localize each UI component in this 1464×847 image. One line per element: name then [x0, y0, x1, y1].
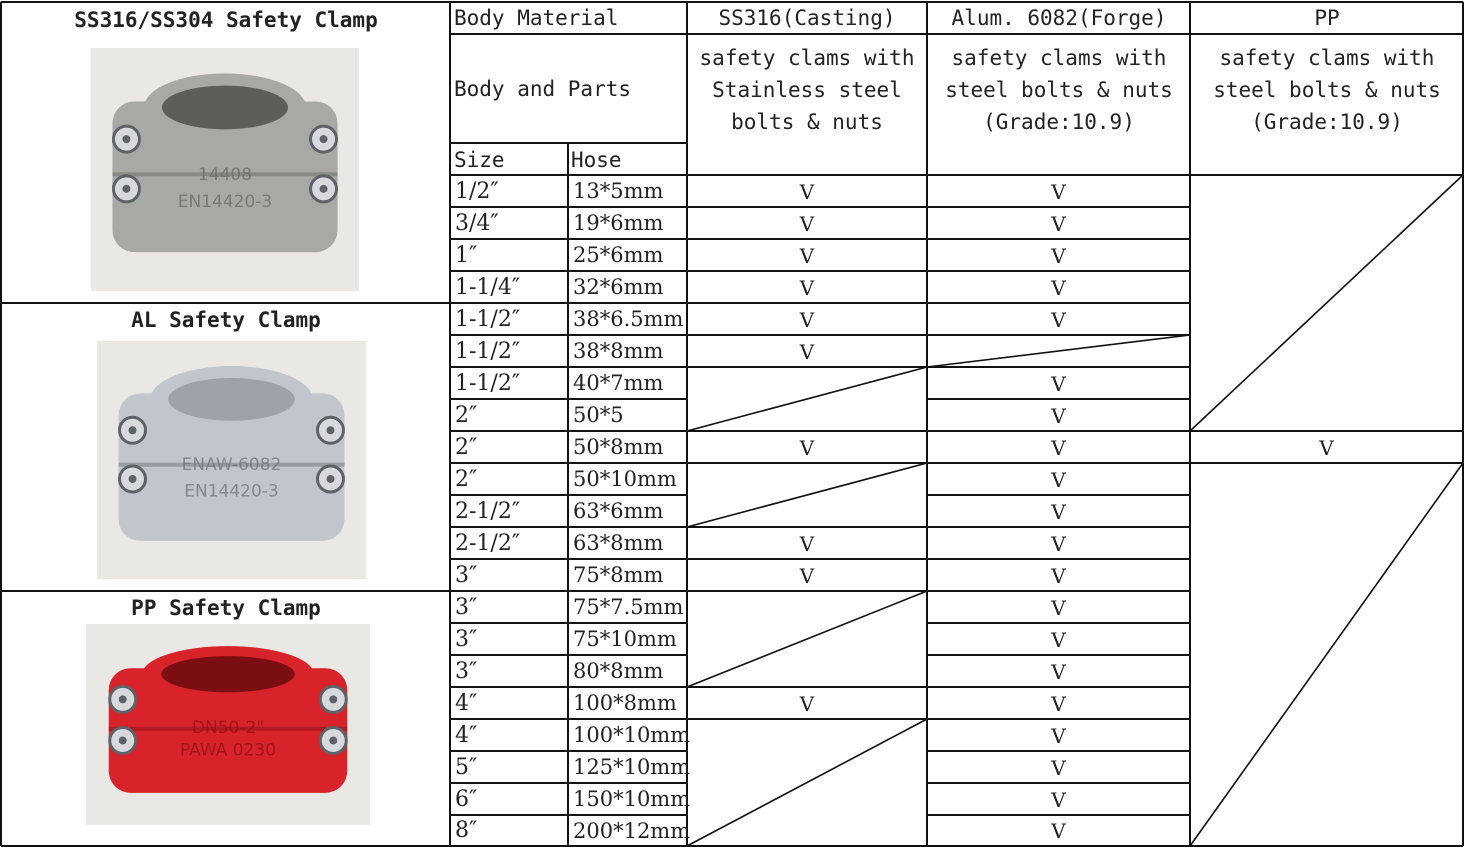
pp-mark — [1191, 656, 1462, 687]
size-cell: 3″ — [455, 594, 478, 620]
al-clamp-title: AL Safety Clamp — [131, 307, 321, 332]
ss316-mark — [688, 496, 926, 527]
size-cell: 1-1/2″ — [455, 370, 521, 396]
photo-stamp: EN14420-3 — [177, 191, 273, 212]
pp-mark: V — [1319, 435, 1334, 460]
alum-mark: V — [1051, 179, 1066, 204]
size-column-header: Size — [454, 147, 505, 172]
pp-mark — [1191, 720, 1462, 751]
size-cell: 1-1/2″ — [455, 306, 521, 332]
alum-mark: V — [1051, 211, 1066, 236]
size-cell: 1″ — [455, 242, 478, 268]
pp-mark — [1191, 816, 1462, 846]
photo-stamp: PAWA 0230 — [179, 740, 277, 761]
alum-mark: V — [1051, 595, 1066, 620]
ss316-mark — [688, 368, 926, 399]
hose-cell: 63*8mm — [573, 531, 664, 555]
size-cell: 1-1/4″ — [455, 274, 521, 300]
size-cell: 2-1/2″ — [455, 530, 521, 556]
hose-cell: 25*6mm — [573, 243, 664, 267]
ss316-mark: V — [799, 179, 815, 204]
pp-mark — [1191, 336, 1462, 367]
hose-column-header: Hose — [571, 147, 622, 172]
size-cell: 3″ — [455, 626, 478, 652]
alum-mark: V — [1051, 371, 1066, 396]
pp-mark — [1191, 560, 1462, 591]
photo-stamp: DN50-2" — [191, 718, 265, 739]
pp-mark — [1191, 688, 1462, 719]
hose-cell: 150*10mm — [573, 787, 691, 811]
pp-mark — [1191, 528, 1462, 559]
ss316-mark: V — [799, 435, 815, 460]
hose-cell: 13*5mm — [573, 179, 664, 203]
pp-mark — [1191, 464, 1462, 495]
ss316-mark — [688, 752, 926, 783]
hose-cell: 38*8mm — [573, 339, 664, 363]
pp-description: safety clams with steel bolts & nuts (Grade:10.9) — [1213, 46, 1441, 134]
hose-cell: 50*5 — [573, 403, 624, 427]
photo-stamp: 14408 — [197, 164, 253, 185]
ss316-description: safety clams with Stainless steel bolts & nuts — [699, 46, 915, 134]
hose-cell: 75*8mm — [573, 563, 664, 587]
ss316-mark: V — [799, 275, 815, 300]
hose-cell: 100*8mm — [573, 691, 677, 715]
ss316-mark — [688, 624, 926, 655]
size-cell: 3/4″ — [455, 210, 499, 236]
pp-mark — [1191, 752, 1462, 783]
size-cell: 6″ — [455, 786, 478, 812]
size-cell: 3″ — [455, 562, 478, 588]
alum-mark: V — [1051, 435, 1066, 460]
ss316-mark — [688, 592, 926, 623]
alum-mark: V — [1051, 499, 1066, 524]
hose-cell: 40*7mm — [573, 371, 664, 395]
hose-cell: 80*8mm — [573, 659, 664, 683]
body-parts-label: Body and Parts — [454, 76, 632, 101]
hose-cell: 100*10mm — [573, 723, 691, 747]
alum-mark: V — [1051, 307, 1066, 332]
alum-mark: V — [1051, 275, 1066, 300]
size-cell: 8″ — [455, 818, 478, 843]
alum-mark: V — [1051, 787, 1066, 812]
size-cell: 2″ — [455, 466, 478, 492]
alum-mark: V — [1051, 563, 1066, 588]
material-ss316: SS316(Casting) — [718, 6, 896, 30]
alum-mark: V — [1051, 723, 1066, 748]
alum-mark: V — [1051, 403, 1066, 428]
ss316-mark: V — [799, 531, 815, 556]
ss316-mark — [688, 400, 926, 431]
pp-mark — [1191, 496, 1462, 527]
alum-mark: V — [1051, 755, 1066, 780]
alum-mark: V — [1051, 819, 1066, 843]
ss316-mark: V — [799, 307, 815, 332]
pp-clamp-title: PP Safety Clamp — [131, 595, 321, 620]
hose-cell: 50*10mm — [573, 467, 677, 491]
ss316-mark: V — [799, 691, 815, 716]
pp-mark — [1191, 624, 1462, 655]
ss316-mark: V — [799, 563, 815, 588]
size-cell: 3″ — [455, 658, 478, 684]
alum-mark: V — [1051, 531, 1066, 556]
pp-mark — [1191, 784, 1462, 815]
photo-stamp: EN14420-3 — [184, 481, 279, 502]
hose-cell: 38*6.5mm — [573, 307, 684, 331]
pp-mark — [1191, 208, 1462, 239]
ss316-mark — [688, 784, 926, 815]
hose-cell: 63*6mm — [573, 499, 664, 523]
ss316-mark: V — [799, 243, 815, 268]
hose-cell: 200*12mm — [573, 818, 691, 843]
material-alum-6082: Alum. 6082(Forge) — [951, 6, 1167, 30]
hose-cell: 50*8mm — [573, 435, 664, 459]
ss316-mark: V — [799, 211, 815, 236]
ss316-mark — [688, 720, 926, 751]
ss-clamp-title: SS316/SS304 Safety Clamp — [74, 7, 378, 32]
alum-mark: V — [1051, 627, 1066, 652]
pp-mark — [1191, 176, 1462, 207]
body-material-label: Body Material — [454, 6, 619, 30]
size-cell: 2″ — [455, 402, 478, 428]
photo-stamp: ENAW-6082 — [181, 455, 282, 476]
ss316-mark — [688, 656, 926, 687]
ss316-mark — [688, 464, 926, 495]
size-cell: 4″ — [455, 722, 478, 748]
size-cell: 4″ — [455, 690, 478, 716]
pp-mark — [1191, 592, 1462, 623]
alum-mark: V — [1051, 243, 1066, 268]
ss316-mark: V — [799, 339, 815, 364]
hose-cell: 19*6mm — [573, 211, 664, 235]
ss316-mark — [688, 816, 926, 846]
pp-mark — [1191, 240, 1462, 271]
alum-mark: V — [1051, 691, 1066, 716]
hose-cell: 75*10mm — [573, 627, 677, 651]
hose-cell: 32*6mm — [573, 275, 664, 299]
hose-cell: 75*7.5mm — [573, 595, 684, 619]
alum-mark: V — [1051, 659, 1066, 684]
pp-mark — [1191, 272, 1462, 303]
size-cell: 1-1/2″ — [455, 338, 521, 364]
alum-description: safety clams with steel bolts & nuts (Grade:10.9) — [945, 46, 1173, 134]
pp-mark — [1191, 368, 1462, 399]
alum-mark: V — [1051, 467, 1066, 492]
size-cell: 1/2″ — [455, 178, 499, 204]
pp-mark — [1191, 400, 1462, 431]
pp-mark — [1191, 304, 1462, 335]
size-cell: 2″ — [455, 434, 478, 460]
alum-mark — [928, 336, 1189, 367]
size-cell: 2-1/2″ — [455, 498, 521, 524]
material-pp: PP — [1314, 6, 1340, 30]
size-cell: 5″ — [455, 754, 478, 780]
hose-cell: 125*10mm — [573, 755, 691, 779]
